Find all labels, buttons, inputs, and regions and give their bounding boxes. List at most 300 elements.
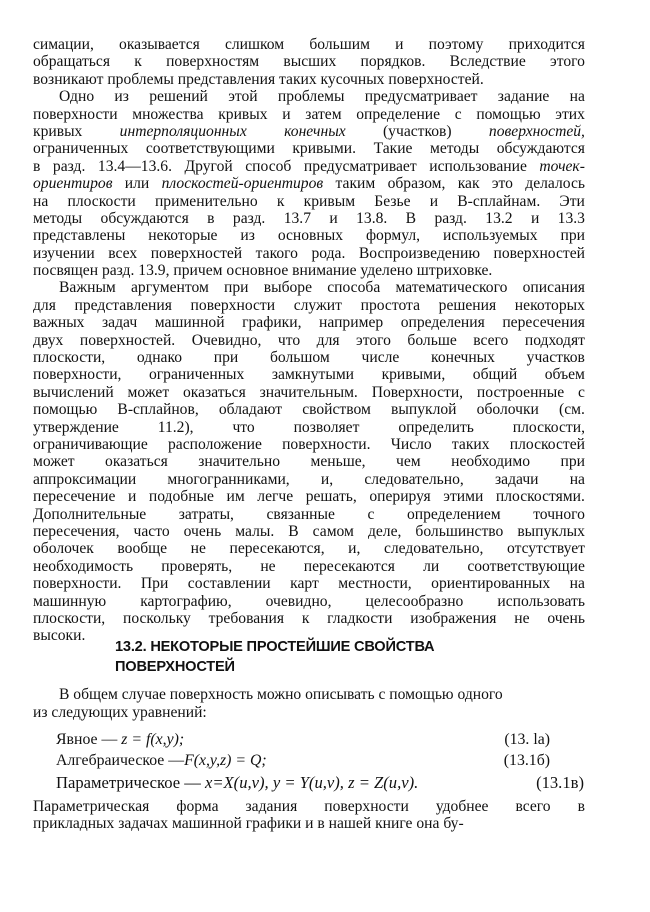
word: утверждение	[33, 418, 119, 436]
word: затраты,	[178, 505, 234, 523]
equation-formula: x=X(u,v), y = Y(u,v), z = Z(u,v).	[204, 773, 419, 792]
word: многогранниками,	[167, 470, 290, 488]
word: этими	[443, 488, 484, 506]
word: при	[224, 279, 249, 297]
word: что	[232, 418, 255, 436]
word: подходят	[524, 331, 585, 349]
word: выпуклой	[391, 401, 457, 419]
word: методы	[33, 209, 83, 227]
word: поверхностей,	[488, 122, 585, 140]
word: конечных	[284, 122, 346, 140]
word: 11.2),	[157, 418, 194, 436]
word: задач	[102, 314, 138, 332]
word: Очевидно,	[191, 331, 262, 349]
word: плоскостями.	[495, 488, 585, 506]
word: при	[560, 453, 585, 471]
word: 13.7	[283, 209, 311, 227]
text-line	[33, 593, 585, 610]
word: гладкости	[327, 609, 393, 627]
equation-formula: F(x,y,z) = Q;	[184, 752, 267, 769]
text-line	[33, 106, 585, 123]
word: этого	[356, 331, 391, 349]
word: представления	[74, 296, 172, 314]
word: решения	[438, 296, 497, 314]
word: форма	[176, 798, 219, 815]
word: им	[226, 488, 245, 506]
word: самом	[312, 522, 354, 540]
word: чем	[396, 453, 421, 471]
word: поверхности	[190, 296, 276, 314]
word: плоскости,	[512, 418, 585, 436]
word: и	[429, 192, 439, 210]
text-line	[33, 279, 585, 296]
word: больше	[407, 331, 457, 349]
word: плоскостей-ориентиров	[161, 175, 324, 193]
word: изображения	[410, 609, 497, 627]
text-line	[33, 227, 585, 244]
word: числе	[361, 349, 400, 367]
word: предусматривает	[364, 88, 478, 106]
word: и	[282, 105, 291, 123]
word: подобные	[148, 488, 214, 506]
word: пересекаются	[303, 557, 395, 575]
word: методы	[430, 140, 480, 158]
word: кривыми.	[292, 140, 357, 158]
word: с	[367, 505, 375, 523]
text-line	[33, 158, 585, 175]
word: пересечения,	[33, 522, 120, 540]
word: 13.4—13.6.	[97, 157, 172, 175]
word: из	[114, 88, 129, 106]
word: задание	[497, 88, 550, 106]
word: в	[33, 157, 41, 175]
text-line	[33, 471, 585, 488]
word: пересечение	[33, 488, 116, 506]
word: замкнутыми	[271, 366, 355, 384]
word: необходимо	[451, 453, 531, 471]
word: позволяет	[293, 418, 360, 436]
word: решать,	[305, 488, 357, 506]
section-heading	[115, 638, 535, 677]
word: B-сплайнам.	[457, 192, 541, 210]
word: необходимость	[33, 557, 134, 575]
word: Воспроизведению	[358, 244, 481, 262]
word: высших	[283, 53, 337, 71]
word: всех	[108, 244, 138, 262]
text-line	[33, 453, 585, 470]
word: точного	[533, 505, 585, 523]
word: следовательно,	[364, 470, 464, 488]
word: множества	[132, 105, 204, 123]
word: рода.	[311, 244, 346, 262]
text-line	[33, 558, 585, 575]
word: 13.8.	[356, 209, 388, 227]
paragraph-3	[33, 279, 585, 644]
paragraph-2	[33, 88, 585, 279]
word: графики,	[242, 314, 302, 332]
word: Важным	[59, 279, 116, 297]
text-line	[33, 436, 585, 453]
word: некоторых	[514, 296, 585, 314]
intro-line-2: из следующих уравнений:	[33, 704, 207, 721]
word: В	[405, 209, 417, 227]
text-line	[33, 540, 585, 557]
word: требования	[208, 609, 285, 627]
word: удобнее	[435, 798, 489, 815]
text-line	[33, 610, 585, 627]
word: высоки.	[33, 627, 86, 645]
word: и,	[320, 470, 334, 488]
equation-label: Параметрическое —	[56, 773, 205, 792]
word: построенные	[476, 383, 565, 401]
word: может	[33, 453, 75, 471]
word: плоскости	[67, 192, 136, 210]
text-line	[33, 575, 585, 592]
word: аппроксимации	[33, 470, 137, 488]
word: описания	[522, 279, 585, 297]
word: симации,	[33, 36, 94, 53]
word: на	[33, 192, 49, 210]
text-line	[33, 419, 585, 436]
word: поверхностей.	[79, 331, 176, 349]
word: карт	[290, 575, 319, 593]
word: разд.	[434, 209, 467, 227]
text-line	[33, 815, 585, 832]
word: конечных	[431, 349, 495, 367]
word: деле,	[367, 522, 402, 540]
word: с	[578, 383, 585, 401]
word: применительно	[154, 192, 258, 210]
equation-number: (13.1в)	[536, 773, 584, 792]
word: помощью	[33, 401, 98, 419]
word: поверхностям	[166, 53, 260, 71]
word: (см.	[559, 401, 585, 419]
text-line	[33, 262, 585, 279]
text-line	[33, 523, 585, 540]
word: определением	[406, 505, 501, 523]
word: Вследствие	[449, 53, 526, 71]
word: обсуждаются	[496, 140, 585, 158]
word: целесообразно	[365, 592, 464, 610]
word: всего	[473, 331, 509, 349]
text-line	[33, 798, 585, 815]
word: важных	[33, 314, 85, 332]
word: (участков)	[382, 122, 452, 140]
word: легче	[257, 488, 294, 506]
word: большом	[269, 349, 330, 367]
word: математического	[395, 279, 508, 297]
text-line	[33, 384, 585, 401]
word: всего	[515, 798, 551, 815]
word: связанные	[266, 505, 335, 523]
text-line	[33, 210, 585, 227]
word: двух	[33, 331, 64, 349]
word: определение	[356, 105, 441, 123]
word: не	[514, 609, 530, 627]
word: местности,	[338, 575, 412, 593]
word: участков	[526, 349, 585, 367]
word: оперируя	[369, 488, 431, 506]
word: свойством	[302, 401, 371, 419]
word: пересечения	[502, 314, 585, 332]
body-text	[33, 36, 585, 645]
word: Параметрическая	[33, 798, 150, 815]
section-heading-line-1: 13.2. НЕКОТОРЫЕ ПРОСТЕЙШИЕ СВОЙСТВА	[115, 639, 435, 655]
word: значительно	[198, 453, 281, 471]
word: и	[127, 488, 137, 506]
word: изучении	[33, 244, 95, 262]
word: приходится	[508, 36, 585, 53]
word: плоскости,	[33, 349, 106, 367]
word: соответствующими	[145, 140, 275, 158]
word: в	[207, 209, 215, 227]
word: помощью	[476, 105, 541, 123]
text-line	[33, 506, 585, 523]
word: оказывается	[119, 36, 200, 53]
word: часто	[133, 522, 170, 540]
word: 13.3	[557, 209, 585, 227]
word: этих	[555, 105, 585, 123]
word: не	[260, 557, 276, 575]
word: основных	[277, 227, 344, 245]
word: прикладных задачах машинной графики и в нашей книге она бу-	[33, 815, 464, 833]
word: однако	[136, 349, 183, 367]
word: ориентированных	[431, 575, 551, 593]
intro-line-1: В общем случае поверхность можно описывать с помощью одного	[59, 686, 503, 703]
word: Дополнительные	[33, 505, 147, 523]
word: в	[577, 798, 585, 815]
word: при	[560, 227, 585, 245]
equation-explicit	[56, 731, 550, 749]
word: плоскости,	[33, 609, 106, 627]
word: расположение	[168, 435, 262, 453]
word: оказаться	[183, 383, 246, 401]
word: поверхности	[324, 798, 409, 815]
word: большим	[309, 36, 370, 53]
word: оболочек	[33, 540, 94, 558]
word: разд.	[52, 157, 86, 175]
word: затем	[305, 105, 342, 123]
word: обсуждаются	[100, 209, 189, 227]
text-line	[33, 297, 585, 314]
word: порядков.	[360, 53, 426, 71]
word: не	[190, 540, 206, 558]
word: представлены	[33, 227, 126, 245]
word: и	[329, 209, 338, 227]
word: машинной	[154, 314, 225, 332]
equation-label: Алгебраическое —	[56, 752, 185, 769]
text-line	[33, 71, 585, 88]
word: использование	[429, 157, 527, 175]
word: определения	[400, 314, 485, 332]
word: 13.2	[485, 209, 513, 227]
word: малы.	[235, 522, 275, 540]
word: кривыми,	[381, 366, 446, 384]
word: ограниченных	[33, 140, 129, 158]
text-line	[33, 123, 585, 140]
word: пересекаются,	[229, 540, 325, 558]
word: При	[140, 575, 169, 593]
word: некоторые	[148, 227, 218, 245]
word: поверхностей	[150, 244, 243, 262]
word: обладают	[218, 401, 283, 419]
word: таких	[451, 435, 490, 453]
word: оказаться	[105, 453, 168, 471]
word: обращаться	[33, 53, 110, 71]
word: объем	[544, 366, 585, 384]
word: возникают проблемы представления таких кусочных поверхностей.	[33, 70, 484, 88]
word: кривым	[303, 192, 356, 210]
text-line	[33, 349, 585, 366]
word: проверять,	[161, 557, 233, 575]
word: кривых	[33, 122, 83, 140]
word: Другой	[184, 157, 233, 175]
text-line	[33, 140, 585, 157]
word: составлении	[187, 575, 271, 593]
word: вычислений	[33, 383, 114, 401]
section-heading-line-2: ПОВЕРХНОСТЕЙ	[115, 658, 235, 675]
word: Эти	[559, 192, 585, 210]
text-line	[33, 175, 585, 192]
paragraph-1	[33, 36, 585, 88]
word: может	[127, 383, 170, 401]
word: с	[454, 105, 462, 123]
word: поэтому	[428, 36, 484, 53]
word: Одно	[59, 88, 95, 106]
word: делалось	[525, 175, 585, 193]
word: оболочки	[476, 401, 539, 419]
word: очень	[183, 522, 222, 540]
word: таким	[335, 175, 376, 193]
word: как	[457, 175, 480, 193]
word: следовательно,	[383, 540, 484, 558]
word: задания	[245, 798, 298, 815]
word: служит	[293, 296, 342, 314]
word: проблемы	[277, 88, 345, 106]
intro-paragraph	[33, 686, 585, 722]
word: кривых	[218, 105, 268, 123]
word: к	[134, 53, 142, 71]
word: на	[569, 88, 585, 106]
word: простота	[360, 296, 420, 314]
word: вообще	[117, 540, 168, 558]
word: ограниченных	[148, 366, 245, 384]
word: B-сплайнов,	[117, 401, 199, 419]
word: Такие	[373, 140, 413, 158]
word: задачи	[495, 470, 539, 488]
equation-formula: z = f(x,y);	[121, 731, 185, 748]
word: или	[124, 175, 150, 193]
word: к	[301, 609, 310, 627]
word: поверхности.	[282, 435, 371, 453]
word: образом,	[387, 175, 446, 193]
word: способ	[245, 157, 292, 175]
word: решений	[149, 88, 208, 106]
word: этого	[550, 53, 585, 71]
equation-label: Явное —	[56, 731, 122, 748]
word: большинство	[415, 522, 504, 540]
text-line	[33, 88, 585, 105]
word: разд.	[232, 209, 266, 227]
word: поверхностей	[493, 244, 585, 262]
word: этой	[228, 88, 258, 106]
word: из	[240, 227, 255, 245]
equation-number: (13.1б)	[503, 752, 550, 769]
text-line	[33, 366, 585, 383]
word: посвящен разд. 13.9, причем основное внимание уделено штриховке.	[33, 262, 493, 280]
word: поскольку	[122, 609, 191, 627]
word: это	[491, 175, 513, 193]
word: ориентиров	[33, 175, 113, 193]
word: например	[319, 314, 384, 332]
word: интерполяционных	[119, 122, 247, 140]
word: меньше,	[310, 453, 366, 471]
word: для	[316, 331, 340, 349]
text-line	[33, 36, 585, 53]
word: предусматривает	[303, 157, 417, 175]
word: и,	[348, 540, 361, 558]
text-line	[33, 193, 585, 210]
word: и	[530, 209, 540, 227]
word: очень	[547, 609, 585, 627]
word: Безье	[374, 192, 411, 210]
word: плоскостей	[509, 435, 585, 453]
word: на	[569, 575, 585, 593]
text-line	[33, 488, 585, 505]
word: поверхности.	[33, 575, 122, 593]
word: В	[288, 522, 299, 540]
word: для	[33, 296, 56, 314]
word: ли	[423, 557, 440, 575]
word: поверхности	[33, 105, 118, 123]
word: соответствующие	[467, 557, 585, 575]
word: Число	[390, 435, 432, 453]
word: к	[276, 192, 285, 210]
text-line	[33, 245, 585, 262]
word: точек-	[539, 157, 585, 175]
word: выпуклых	[517, 522, 585, 540]
word: такого	[255, 244, 298, 262]
word: и	[395, 36, 404, 53]
word: машинную	[33, 592, 107, 610]
equation-algebraic	[56, 752, 550, 770]
word: значительным.	[259, 383, 358, 401]
text-line	[33, 53, 585, 70]
word: общий	[472, 366, 518, 384]
equation-parametric	[56, 773, 584, 793]
text-line	[33, 401, 585, 418]
word: определить	[398, 418, 474, 436]
word: формул,	[365, 227, 421, 245]
word: выборе	[263, 279, 313, 297]
word: аргументом	[131, 279, 209, 297]
equation-number: (13. la)	[504, 731, 550, 748]
word: отсутствует	[506, 540, 585, 558]
word: способа	[327, 279, 381, 297]
outro-paragraph	[33, 798, 585, 833]
word: использовать	[497, 592, 585, 610]
word: при	[213, 349, 239, 367]
text-line	[33, 314, 585, 331]
word: что	[277, 331, 301, 349]
word: Поверхности,	[371, 383, 464, 401]
word: слишком	[224, 36, 285, 53]
word: используемых	[442, 227, 538, 245]
word: ограничивающие	[33, 435, 148, 453]
word: на	[569, 470, 585, 488]
word: картографию,	[140, 592, 232, 610]
word: очевидно,	[265, 592, 332, 610]
